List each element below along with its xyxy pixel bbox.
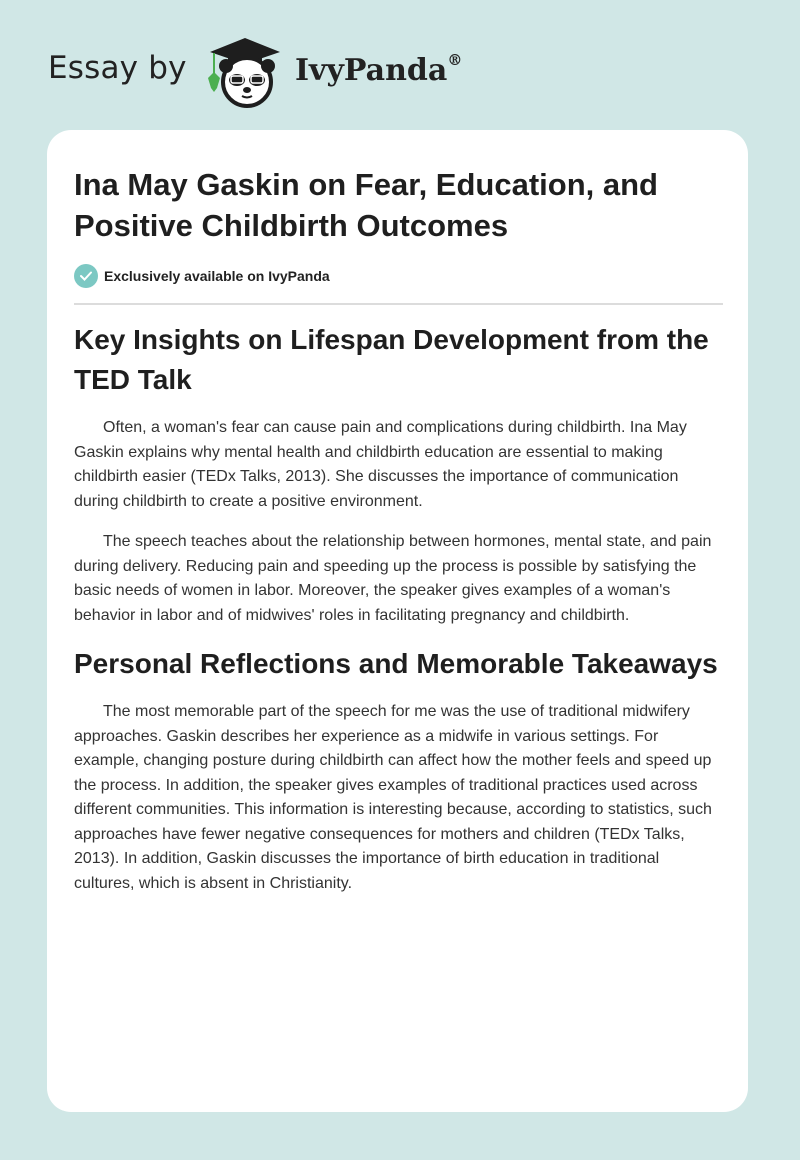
section-heading: Key Insights on Lifespan Development from the TED Talk [74,324,709,395]
brand-name[interactable] [295,53,462,88]
paragraph: Often, a woman's fear can cause pain and complications during childbirth. Ina May Gaskin explains why mental health and childbirth education are essential to making childbirth easier (TEDx Talks, 2013). She discusses the importance of communication during childbirth to create a positive environment. [74,419,687,510]
paragraph: The most memorable part of the speech for me was the use of traditional midwifery approaches. Gaskin describes her experience as a midwife in various settings. For example, changing posture during childbirth can affect how the mother feels and speed up the process. In addition, the speaker gives examples of traditional practices used across different communities. This information is interesting because, according to statistics, such approaches have fewer negative consequences for mothers and children (TEDx Talks, 2013). In addition, Gaskin discusses the importance of birth education in traditional cultures, which is absent in Christianity. [74,703,712,892]
brand-text: IvyPanda [295,53,448,88]
essay-title: Ina May Gaskin on Fear, Education, and Positive Childbirth Outcomes [74,167,658,243]
section-personal-reflections [74,644,724,896]
registered-mark: ® [447,51,463,69]
paragraph: The speech teaches about the relationship between hormones, mental state, and pain during delivery. Reducing pain and speeding up the process is possible by satisfying the basic needs of women in labor. Moreover, the speaker gives examples of a woman's behavior in labor and of midwives' roles in facilitating pregnancy and childbirth. [74,533,712,624]
essay-card [47,130,748,1112]
essay-by-label: Essay by [48,50,187,86]
section-heading: Personal Reflections and Memorable Takeaways [74,648,718,679]
exclusive-badge [74,264,330,288]
divider [74,303,723,305]
site-header [0,0,800,130]
essay-body [74,320,724,912]
panda-graduate-icon[interactable] [200,36,290,108]
check-circle-icon [74,264,98,288]
section-key-insights [74,320,724,628]
exclusive-text: Exclusively available on IvyPanda [104,268,330,284]
